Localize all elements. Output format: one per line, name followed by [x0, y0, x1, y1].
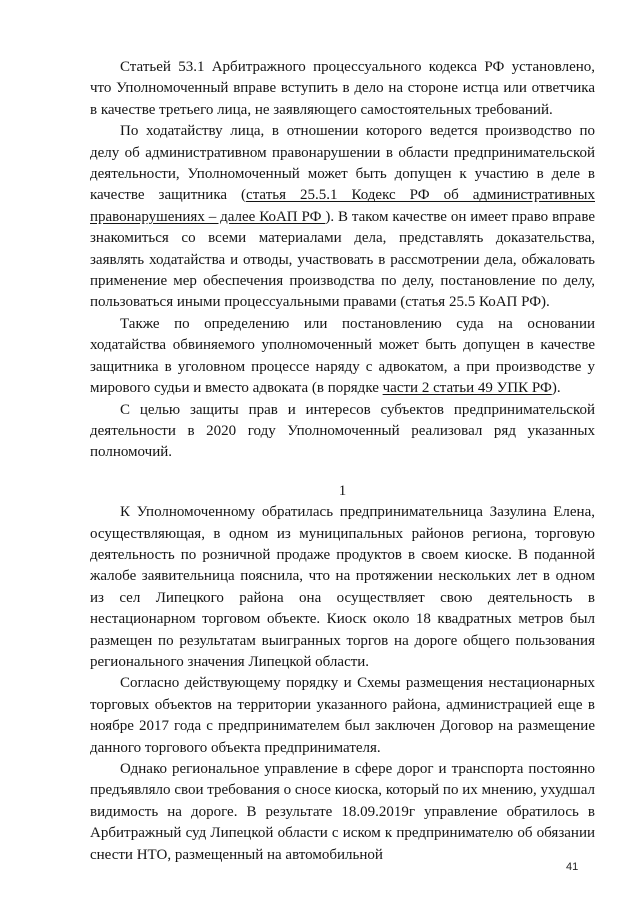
paragraph-7: Однако региональное управление в сфере дорог и транспорта постоянно предъявляло свои требования о сносе киоска, который по их мнению, ухудшал видимость на дороге. В результате 18.09.2019г управление обратилось в Арбитражный суд Липецкой области с иском к предпринимателю об обязании снести НТО, размещенный на автомобильной	[90, 761, 595, 863]
koap-article-link[interactable]: статья 25.5.1 Кодекс РФ об административных правонарушениях – далее КоАП РФ	[90, 187, 595, 225]
paragraph-3-text-before: Также по определению или постановлению суда на основании ходатайства обвиняемого уполномоченный может быть допущен в качестве защитника в уголовном процессе наряду с адвокатом, а при производстве у мирового судьи и вместо адвоката (в порядке	[90, 315, 595, 397]
document-page	[90, 57, 595, 863]
paragraph-3	[90, 314, 595, 400]
paragraph-6: Согласно действующему порядку и Схемы размещения нестационарных торговых объектов на территории указанного района, администрацией еще в ноябре 2017 года с предпринимателем был заключен Договор на размещение данного торгового объекта предпринимателя.	[90, 675, 595, 756]
paragraph-5: К Уполномоченному обратилась предпринимательница Зазулина Елена, осуществляющая, в одном из муниципальных районов региона, торговую деятельность по розничной продаже продуктов в своем киоске. В поданной жалобе заявительница пояснила, что на протяжении нескольких лет в одном из сел Липецкого района она осуществляет свою деятельность в нестационарном торговом объекте. Киоск около 18 квадратных метров был размещен по результатам выигранных торгов на дороге общего пользования регионального значения Липецкой области.	[90, 504, 595, 670]
paragraph-2-text-after: ). В таком качестве он имеет право вправе знакомиться со всеми материалами дела, представлять доказательства, заявлять ходатайства и отводы, участвовать в рассмотрении дела, обжаловать применение мер обеспечения производства по делу, постановление по делу, пользоваться иными процессуальными правами (статья 25.5 КоАП РФ).	[90, 208, 595, 311]
paragraph-4: С целью защиты прав и интересов субъектов предпринимательской деятельности в 2020 году Уполномоченный реализовал ряд указанных полномочий.	[90, 401, 595, 461]
paragraph-2	[90, 121, 595, 314]
paragraph-2-text-before: По ходатайству лица, в отношении которого ведется производство по делу об административном правонарушении в области предпринимательской деятельности, Уполномоченный может быть допущен к участию в деле в качестве защитника (	[90, 123, 595, 204]
upk-article-link[interactable]: части 2 статьи 49 УПК РФ	[382, 380, 552, 397]
paragraph-1: Статьей 53.1 Арбитражного процессуального кодекса РФ установлено, что Уполномоченный вправе вступить в дело на стороне истца или ответчика в качестве третьего лица, не заявляющего самостоятельных требований.	[90, 59, 595, 118]
paragraph-3-text-after: ).	[551, 380, 561, 397]
page-number: 41	[566, 861, 579, 873]
section-number: 1	[338, 482, 347, 499]
